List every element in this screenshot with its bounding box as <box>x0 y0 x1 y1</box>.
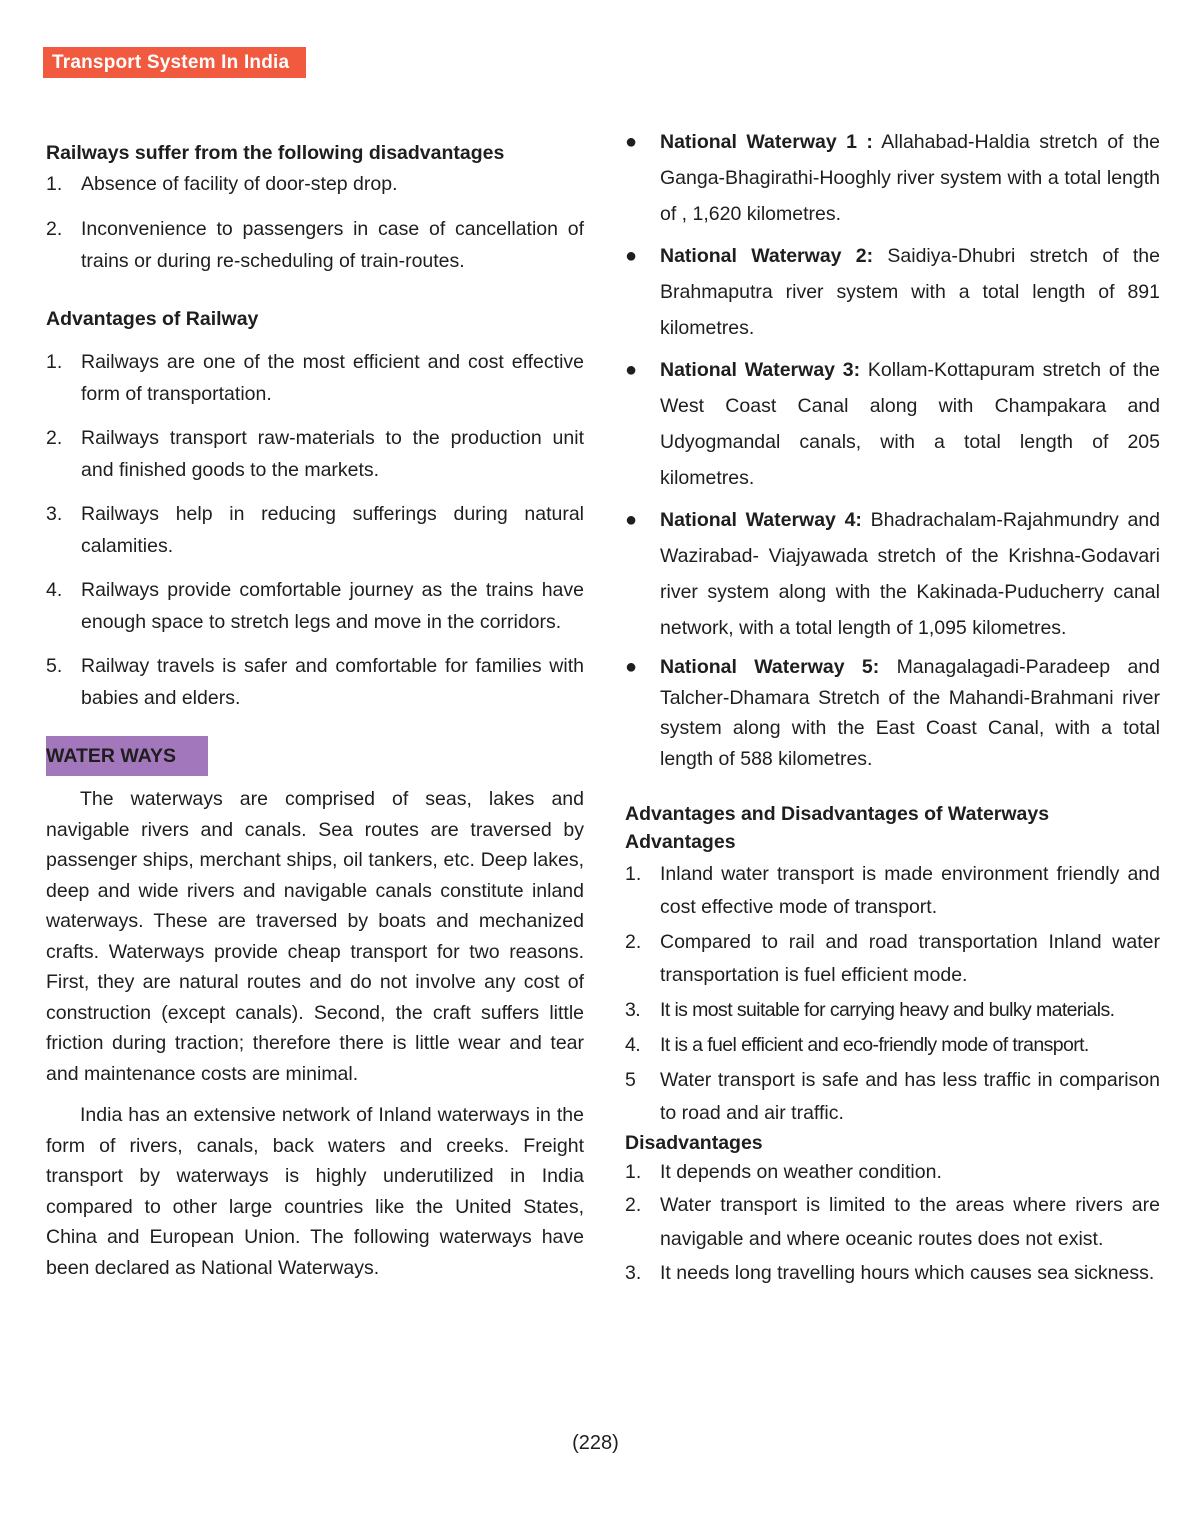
waterways-heading-band <box>46 736 584 776</box>
list-item <box>46 213 584 277</box>
item-number: 3. <box>625 999 641 1021</box>
bullet-icon: ● <box>625 131 638 153</box>
item-number: 1. <box>625 1161 642 1183</box>
national-waterway-item <box>625 238 1160 346</box>
waterway-title: National Waterway 2: <box>660 245 874 267</box>
item-number: 1. <box>625 863 642 885</box>
list-item <box>625 1029 1160 1062</box>
item-text: Railways provide comfortable journey as the trains have enough space to stretch legs and move in the corridors. <box>81 579 584 633</box>
item-number: 1. <box>46 351 63 373</box>
list-item <box>625 1256 1160 1290</box>
waterways-intro-paragraph: The waterways are comprised of seas, lakes and navigable rivers and canals. Sea routes are traversed by passenger ships, merchant ships, oil tankers, etc. Deep lakes, deep and wide rivers and navigable canals constitute inland waterways. These are traversed by boats and mechanized crafts. Waterways provide cheap transport for two reasons. First, they are natural routes and do not involve any cost of construction (except canals). Second, the craft suffers little friction during traction; therefore there is little wear and tear and maintenance costs are minimal. <box>46 788 584 1085</box>
item-text: It needs long travelling hours which causes sea sickness. <box>660 1262 1155 1284</box>
rail-advantages-heading: Advantages of Railway <box>46 308 259 330</box>
national-waterway-item <box>625 124 1160 232</box>
inland-waterways-paragraph: India has an extensive network of Inland waterways in the form of rivers, canals, back waters and creeks. Freight transport by waterways is highly underutilized in India compared to other large countries like the United States, China and European Union. The following waterways have been declared as National Waterways. <box>46 1104 584 1279</box>
item-number: 5 <box>625 1069 636 1091</box>
waterway-title: National Waterway 1 : <box>660 131 873 153</box>
bullet-icon: ● <box>625 656 638 678</box>
list-item <box>46 346 584 410</box>
list-item <box>46 498 584 562</box>
right-column <box>625 124 1160 1290</box>
item-text: Absence of facility of door-step drop. <box>81 173 398 195</box>
waterways-adv-disadv-heading: Advantages and Disadvantages of Waterways <box>625 803 1050 825</box>
waterway-text: Kollam-Kottapuram stretch of the West Coast Canal along with Champakara and Udyogmandal canals, with a total length of 205 kilometres. <box>660 359 1161 489</box>
national-waterway-item <box>625 502 1160 646</box>
waterway-title: National Waterway 4: <box>660 509 862 531</box>
waterway-text: Managalagadi-Paradeep and Talcher-Dhamara Stretch of the Mahandi-Brahmani river system along with the East Coast Canal, with a total length of 588 kilometres. <box>660 656 1160 770</box>
list-item <box>625 926 1160 992</box>
item-number: 3. <box>46 503 63 525</box>
bullet-icon: ● <box>625 359 638 381</box>
list-item <box>625 1064 1160 1130</box>
item-text: It is most suitable for carrying heavy and bulky materials. <box>660 999 1115 1021</box>
bullet-icon: ● <box>625 509 638 531</box>
chapter-tag: Transport System In India <box>43 47 306 78</box>
rail-disadvantages-heading: Railways suffer from the following disadvantages <box>46 142 505 164</box>
item-text: Inland water transport is made environment friendly and cost effective mode of transport. <box>660 863 1160 918</box>
waterway-text: Saidiya-Dhubri stretch of the Brahmaputra river system with a total length of 891 kilometres. <box>660 245 1160 339</box>
item-number: 2. <box>46 218 63 240</box>
waterways-heading: WATER WAYS <box>46 736 208 776</box>
item-text: It depends on weather condition. <box>660 1161 942 1183</box>
item-number: 3. <box>625 1262 642 1284</box>
page-number: (228) <box>572 1432 619 1454</box>
list-item <box>625 1188 1160 1256</box>
bullet-icon: ● <box>625 245 638 267</box>
waterway-title: National Waterway 3: <box>660 359 861 381</box>
list-item <box>625 1156 1160 1188</box>
waterway-text: Bhadrachalam-Rajahmundry and Wazirabad- Viajyawada stretch of the Krishna-Godavari river system along with the Kakinada-Puducherry canal network, with a total length of 1,095 kilometres. <box>660 509 1160 639</box>
item-number: 4. <box>46 579 63 601</box>
waterway-title: National Waterway 5: <box>660 656 880 678</box>
item-number: 2. <box>46 427 63 449</box>
item-text: It is a fuel efficient and eco-friendly mode of transport. <box>660 1034 1089 1056</box>
item-text: Compared to rail and road transportation Inland water transportation is fuel efficient mode. <box>660 931 1160 986</box>
item-number: 2. <box>625 931 642 953</box>
item-text: Railways are one of the most efficient and cost effective form of transportation. <box>81 351 584 405</box>
list-item <box>46 422 584 486</box>
list-item <box>625 994 1160 1027</box>
item-text: Water transport is limited to the areas where rivers are navigable and where oceanic routes does not exist. <box>660 1194 1160 1250</box>
list-item <box>46 574 584 638</box>
left-column <box>46 138 584 1283</box>
item-number: 4. <box>625 1034 641 1056</box>
item-text: Railway travels is safer and comfortable for families with babies and elders. <box>81 655 584 709</box>
waterways-disadvantages-heading: Disadvantages <box>625 1132 763 1154</box>
national-waterway-item <box>625 352 1160 496</box>
waterways-advantages-heading: Advantages <box>625 831 736 853</box>
list-item <box>46 168 584 200</box>
national-waterway-item <box>625 652 1160 774</box>
item-number: 2. <box>625 1194 642 1216</box>
waterway-text: Allahabad-Haldia stretch of the Ganga-Bhagirathi-Hooghly river system with a total length of , 1,620 kilometres. <box>660 131 1161 225</box>
item-text: Inconvenience to passengers in case of cancellation of trains or during re-scheduling of train-routes. <box>81 218 584 272</box>
item-text: Railways transport raw-materials to the production unit and finished goods to the markets. <box>81 427 584 481</box>
item-number: 1. <box>46 173 63 195</box>
item-number: 5. <box>46 655 63 677</box>
list-item <box>625 858 1160 924</box>
item-text: Water transport is safe and has less traffic in comparison to road and air traffic. <box>660 1069 1160 1124</box>
list-item <box>46 650 584 714</box>
item-text: Railways help in reducing sufferings during natural calamities. <box>81 503 584 557</box>
